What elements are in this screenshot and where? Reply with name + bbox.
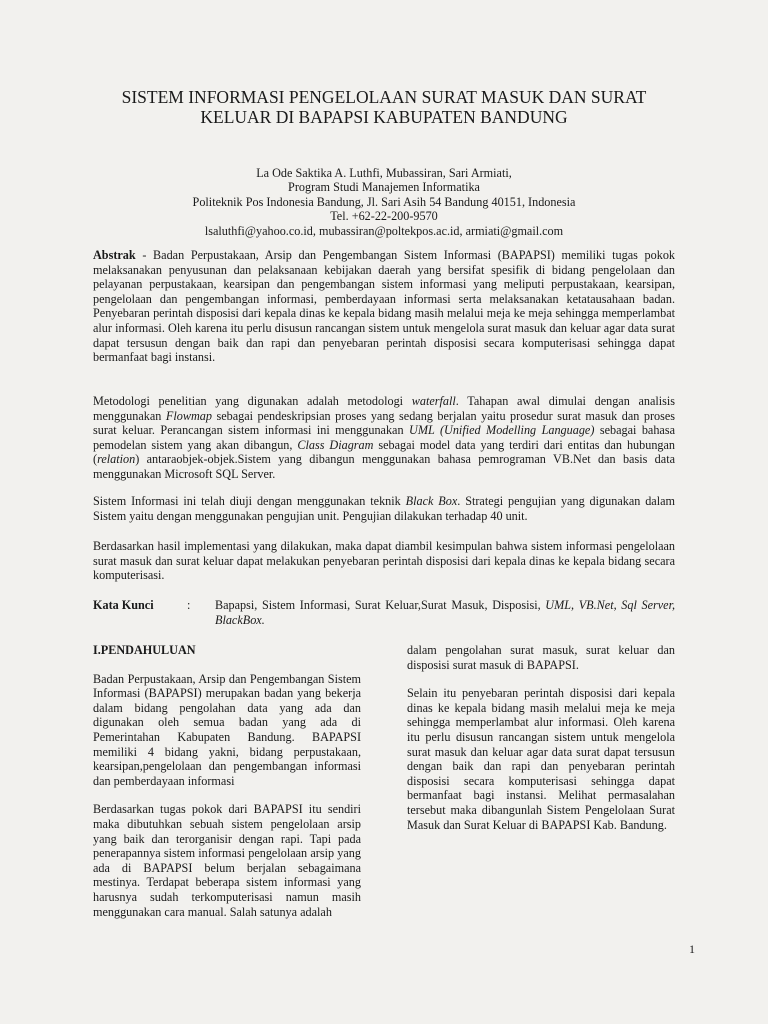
intro-paragraph-3: dalam pengolahan surat masuk, surat keluar dan disposisi surat masuk di BAPAPSI. (407, 643, 675, 672)
keywords-label: Kata Kunci (93, 598, 154, 612)
testing-text-1: Sistem Informasi ini telah diuji dengan menggunakan teknik (93, 494, 401, 508)
methodology-class-diagram: Class Diagram (297, 437, 374, 452)
author-block (60, 166, 708, 238)
keywords-colon: : (187, 598, 191, 612)
keywords-plain: Bapapsi, Sistem Informasi, Surat Keluar,Surat Masuk, Disposisi, (215, 598, 541, 612)
keywords-italic: UML, VB.Net, Sql Server, BlackBox. (215, 598, 676, 627)
authors: La Ode Saktika A. Luthfi, Mubassiran, Sari Armiati, (256, 166, 512, 180)
title-line-2: KELUAR DI BAPAPSI KABUPATEN BANDUNG (200, 107, 568, 127)
methodology-text-1: Metodologi penelitian yang digunakan adalah metodologi (93, 394, 404, 408)
intro-paragraph-4: Selain itu penyebaran perintah disposisi dari kepala dinas ke kepala bidang masih melalui meja ke meja sehingga memperlambat alur informasi. Oleh karena itu perlu disusun rancangan sistem untuk mengelola surat masuk dan keluar agar data surat dapat tersusun dengan baik dan rapi dan penyebaran perintah disposisi secara komputerisasi sehingga dapat bermanfaat bagi instansi. Melihat permasalahan tersebut maka dibangunlah Sistem Pengelolaan Surat Masuk dan Surat Keluar di BAPAPSI Kab. Bandung. (407, 686, 675, 832)
methodology-text-3: sebagai pendeskripsian proses yang sedang berjalan yaitu prosedur surat masuk dan proses surat keluar. Perancangan sistem informasi ini menggunakan (93, 408, 676, 438)
program: Program Studi Manajemen Informatika (288, 180, 480, 195)
methodology-text-5: sebagai model data yang terdiri dari entitas dan hubungan ( (93, 437, 676, 467)
methodology-relation: relation (97, 452, 136, 467)
paper-title (60, 87, 708, 127)
keywords-text (215, 598, 675, 627)
phone: Tel. +62-22-200-9570 (330, 209, 438, 224)
title-line-1: SISTEM INFORMASI PENGELOLAAN SURAT MASUK DAN SURAT (121, 87, 647, 107)
conclusion-paragraph (93, 539, 675, 583)
conclusion-text: Berdasarkan hasil implementasi yang dilakukan, maka dapat diambil kesimpulan bahwa sistem informasi pengelolaan surat masuk dan surat keluar dapat melakukan penyebaran perintah disposisi dari kepala dinas ke kepala bidang secara komputerisasi. (93, 539, 675, 583)
methodology-paragraph (93, 394, 675, 482)
email-1[interactable]: lsaluthfi@yahoo.co.id (204, 223, 313, 238)
methodology-flowmap: Flowmap (165, 408, 212, 423)
methodology-text-2: . Tahapan awal dimulai dengan analisis menggunakan (93, 394, 676, 423)
abstract (93, 248, 675, 365)
intro-paragraph-2: Berdasarkan tugas pokok dari BAPAPSI itu sendiri maka dibutuhkan sebuah sistem pengelolaan arsip yang baik dan terorganisir dengan rapi. Tapi pada penerapannya sistem informasi pengelolaan arsip yang ada di BAPAPSI belum berjalan sebagaimana mestinya. Terdapat beberapa sistem informasi yang harusnya sudah terkomputerisasi namun masih menggunakan cara manual. Salah satunya adalah (93, 802, 361, 919)
methodology-text-4: sebagai bahasa pemodelan sistem yang akan dibangun, (93, 423, 675, 452)
testing-paragraph (93, 494, 675, 523)
left-column (93, 643, 361, 933)
testing-text-2: . Strategi pengujian yang digunakan dalam Sistem yaitu dengan menggunakan pengujian unit. Pengujian dilakukan terhadap 40 unit. (93, 494, 675, 523)
right-column (407, 643, 675, 846)
abstract-label: Abstrak (93, 248, 136, 262)
methodology-uml: UML (Unified Modelling Language) (409, 423, 595, 438)
email-2[interactable]: mubassiran@poltekpos.ac.id (318, 223, 460, 238)
section-heading: I.PENDAHULUAN (93, 643, 196, 657)
email-3[interactable]: armiati@gmail.com (465, 223, 564, 238)
methodology-waterfall: waterfall (411, 394, 456, 408)
methodology-text-6: ) antaraobjek-objek.Sistem yang dibangun menggunakan bahasa pemrograman VB.Net dan basis data menggunakan Microsoft SQL Server. (93, 452, 675, 481)
page-number: 1 (689, 942, 695, 956)
institution: Politeknik Pos Indonesia Bandung, Jl. Sari Asih 54 Bandung 40151, Indonesia (192, 194, 576, 209)
testing-black-box: Black Box (405, 494, 458, 508)
abstract-text: - Badan Perpustakaan, Arsip dan Pengembangan Sistem Informasi (BAPAPSI) memiliki tugas pokok melaksanakan penyusunan dan pelaksanaan kebijakan daerah yang bersifat spesifik di bidang pengelolaan dan pelayanan perpustakaan, kearsipan dan pengembangan sistem informasi yang meliputi perpustakaan, kearsipan, pengelolaan dan pengembangan informasi, pemberdayaan informasi serta melaksanakan ketatausahaan badan. Penyebaran perintah disposisi dari kepala dinas ke kepala bidang masih melalui meja ke meja sehingga memperlambat alur informasi. Oleh karena itu perlu disusun rancangan sistem untuk mengelola surat masuk dan keluar agar data surat dapat tersusun dengan baik dan rapi dan penyebaran perintah disposisi secara komputerisasi sehingga dapat bermanfaat bagi instansi. (93, 248, 676, 365)
emails: lsaluthfi@yahoo.co.id, mubassiran@poltekpos.ac.id, armiati@gmail.com (204, 223, 564, 238)
intro-paragraph-1: Badan Perpustakaan, Arsip dan Pengembangan Sistem Informasi (BAPAPSI) merupakan badan yang bekerja dalam bidang pengolahan data yang ada dan digunakan oleh semua badan yang ada di Pemerintahan Kabupaten Bandung. BAPAPSI memiliki 4 bidang yakni, bidang perpustakaan, kearsipan,pengelolaan dan pengembangan informasi dan pemberdayaan informasi (93, 671, 361, 788)
